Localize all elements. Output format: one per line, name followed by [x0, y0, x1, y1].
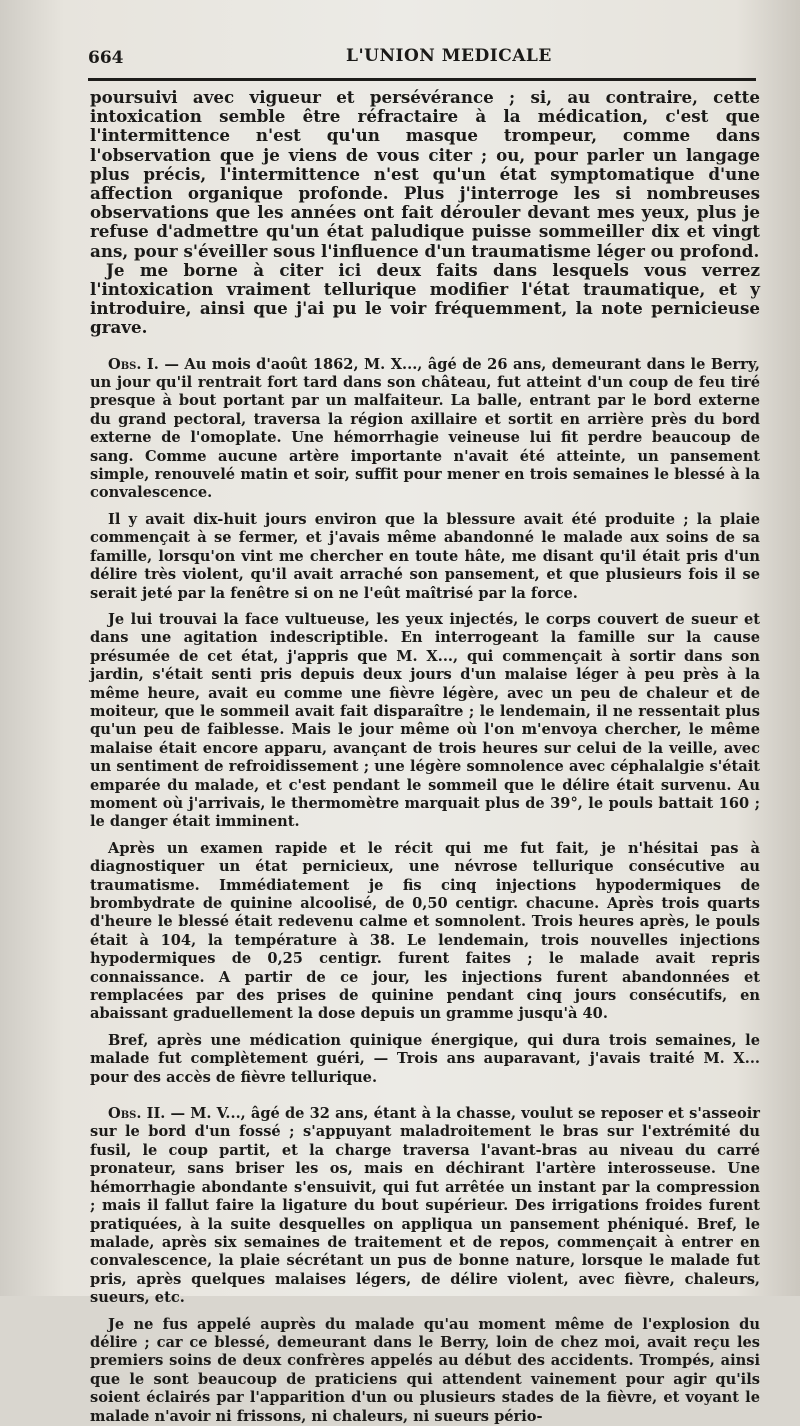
obs2-label: Obs. II. — [108, 1105, 166, 1123]
journal-title: L'UNION MEDICALE — [346, 46, 552, 66]
obs1-paragraph-2: Il y avait dix-huit jours environ que la blessure avait été produite ; la plaie commençait à se fermer, et j'avais même abandonné le malade aux soins de sa famille, lorsqu'on vint me chercher en toute hâte, me disant qu'il était pris d'un délire très violent, qu'il avait arraché son pansement, et que plusieurs fois il se serait jeté par la fenêtre si on ne l'eût maîtrisé par la force. — [90, 510, 760, 602]
page-number: 664 — [88, 48, 124, 68]
article-body — [90, 88, 760, 1426]
obs1-paragraph-1-text: — Au mois d'août 1862, M. X..., âgé de 26 ans, demeurant dans le Berry, un jour qu'il rentrait fort tard dans son château, fut atteint d'un coup de feu tiré presque à bout portant par un malfaiteur. La balle, entrant par le bord externe du grand pectoral, traversa la région axillaire et sortit en arrière près du bord externe de l'omoplate. Une hémorrhagie veineuse lui fit perdre beaucoup de sang. Comme aucune artère importante n'avait été atteinte, un pansement simple, renouvelé matin et soir, suffit pour mener en trois semaines le blessé à la convalescence. — [90, 355, 760, 502]
observation-2 — [90, 1105, 760, 1426]
obs1-paragraph-1 — [90, 356, 760, 503]
obs2-paragraph-1-text: — M. V..., âgé de 32 ans, étant à la chasse, voulut se reposer et s'asseoir sur le bord d'un fossé ; s'appuyant maladroitement le bras sur l'extrémité du fusil, le coup partit, et la charge traversa l'avant-bras au niveau du carré pronateur, sans briser les os, mais en déchirant l'artère interosseuse. Une hémorrhagie abondante s'ensuivit, qui fut arrêtée un instant par la compression ; mais il fallut faire la ligature du bout supérieur. Des irrigations froides furent pratiquées, à la suite desquelles on appliqua un pansement phéniqué. Bref, le malade, après six semaines de traitement et de repos, commençait à entrer en convalescence, la plaie sécrétant un pus de bonne nature, lorsque le malade fut pris, après quelques malaises légers, de délire violent, avec fièvre, chaleurs, sueurs, etc. — [90, 1105, 760, 1307]
intro-paragraph-1: poursuivi avec vigueur et persévérance ; si, au contraire, cette intoxication semble être réfractaire à la médication, c'est que l'intermittence n'est qu'un masque trompeur, comme dans l'observation que je viens de vous citer ; ou, pour parler un langage plus précis, l'intermittence n'est qu'un état symptomatique d'une affection organique profonde. Plus j'interroge les si nombreuses observations que les années ont fait dérouler devant mes yeux, plus je refuse d'admettre qu'un état paludique puisse sommeiller dix et vingt ans, pour s'éveiller sous l'influence d'un traumatisme léger ou profond. — [90, 87, 760, 261]
obs2-paragraph-2: Je ne fus appelé auprès du malade qu'au moment même de l'explosion du délire ; car ce blessé, demeurant dans le Berry, loin de chez moi, avait reçu les premiers soins de deux confrères appelés au début des accidents. Trompés, ainsi que le sont beaucoup de praticiens qui attendent vainement pour agir qu'ils soient éclairés par l'apparition d'un ou plusieurs stades de la fièvre, et voyant le malade n'avoir ni frissons, ni chaleurs, ni sueurs pério- — [90, 1315, 760, 1425]
obs1-paragraph-3: Je lui trouvai la face vultueuse, les yeux injectés, le corps couvert de sueur et dans une agitation indescriptible. En interrogeant la famille sur la cause présumée de cet état, j'appris que M. X..., qui commençait à sortir dans son jardin, s'était senti pris depuis deux jours d'un malaise léger à peu près à la même heure, avait eu comme une fièvre légère, avec un peu de chaleur et de moiteur, que le sommeil avait fait disparaître ; le lendemain, il ne ressentait plus qu'un peu de faiblesse. Mais le jour même où l'on m'envoya chercher, le même malaise était encore apparu, avançant de trois heures sur celui de la veille, avec un sentiment de refroidissement ; une légère somnolence avec céphalalgie s'était emparée du malade, et c'est pendant le sommeil que le délire était survenu. Au moment où j'arrivais, le thermomètre marquait plus de 39°, le pouls battait 160 ; le danger était imminent. — [90, 610, 760, 831]
running-header — [88, 42, 756, 72]
intro-section — [90, 88, 760, 338]
observation-1 — [90, 356, 760, 1087]
intro-paragraph-2: Je me borne à citer ici deux faits dans lesquels vous verrez l'intoxication vraiment tellurique modifier l'état traumatique, et y introduire, ainsi que j'ai pu le voir fréquemment, la note pernicieuse grave. — [90, 259, 760, 338]
obs1-paragraph-4: Après un examen rapide et le récit qui me fut fait, je n'hésitai pas à diagnostiquer un état pernicieux, une névrose tellurique consécutive au traumatisme. Immédiatement je fis cinq injections hypodermiques de brombydrate de quinine alcoolisé, de 0,50 centigr. chacune. Après trois quarts d'heure le blessé était redevenu calme et somnolent. Trois heures après, le pouls était à 104, la température à 38. Le lendemain, trois nouvelles injections hypodermiques de 0,25 centigr. furent faites ; le malade avait repris connaissance. A partir de ce jour, les injections furent abandonnées et remplacées par des prises de quinine pendant cinq jours consécutifs, en abaissant graduellement la dose depuis un gramme jusqu'à 40. — [90, 839, 760, 1023]
header-rule — [88, 78, 756, 81]
obs1-label: Obs. I. — [108, 355, 159, 373]
obs1-paragraph-5: Bref, après une médication quinique énergique, qui dura trois semaines, le malade fut complètement guéri, — Trois ans auparavant, j'avais traité M. X... pour des accès de fièvre tellurique. — [90, 1031, 760, 1086]
obs2-paragraph-1 — [90, 1105, 760, 1307]
